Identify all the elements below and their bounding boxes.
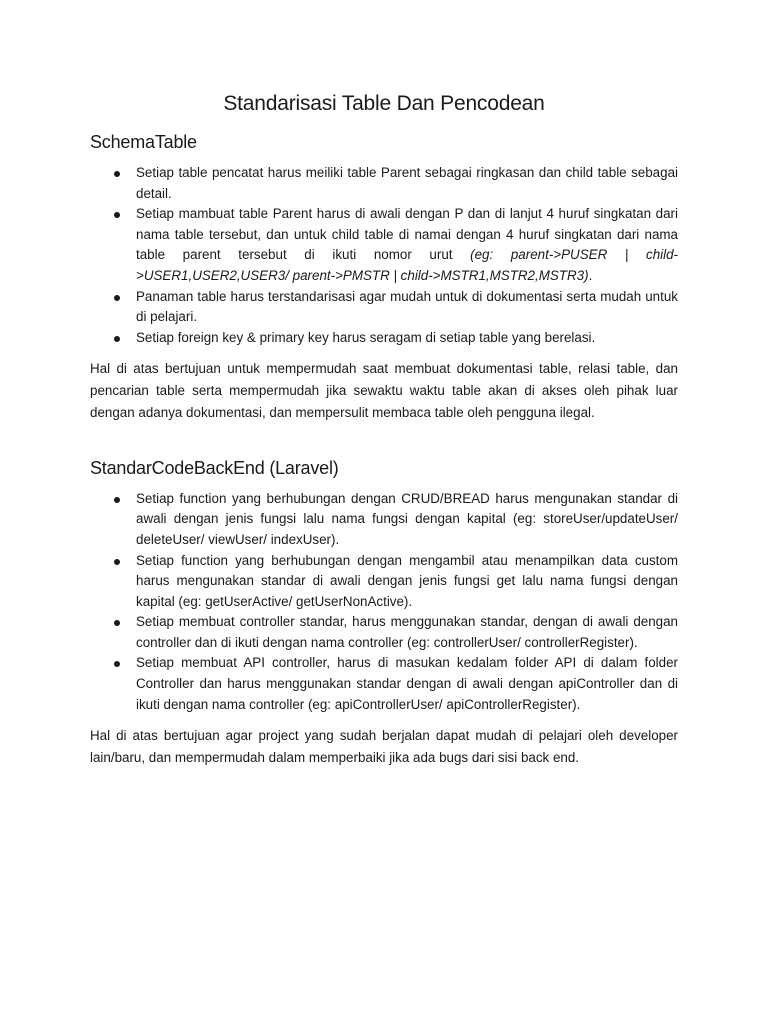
bullet-icon [114, 295, 120, 301]
list-item-text: Setiap function yang berhubungan dengan mengambil atau menampilkan data custom harus mengunakan standar di awali dengan jenis fungsi get lalu nama fungsi dengan kapital (eg: getUserActive/ getUserNonActive). [136, 552, 678, 609]
section-heading-schematable: SchemaTable [90, 132, 197, 152]
list-item [90, 163, 678, 204]
list-item-text: Setiap membuat controller standar, harus menggunakan standar, dengan di awali dengan controller dan di ikuti dengan nama controller (eg: controllerUser/ controllerRegister). [136, 614, 678, 650]
bullet-icon [114, 620, 120, 626]
list-item-text: Setiap mambuat table Parent harus di awali dengan P dan di lanjut 4 huruf singkatan dari nama table tersebut, dan untuk child table di namai dengan 4 huruf singkatan dari nama table parent tersebut di ikuti nomor urut [136, 206, 678, 263]
bullet-icon [114, 171, 120, 177]
page-title: Standarisasi Table Dan Pencodean [223, 92, 545, 115]
bullet-icon [114, 497, 120, 503]
list-item [90, 612, 678, 653]
list-item-text: Setiap foreign key & primary key harus seragam di setiap table yang berelasi. [136, 329, 596, 345]
list-item-text: Setiap function yang berhubungan dengan CRUD/BREAD harus mengunakan standar di awali dengan jenis fungsi lalu nama fungsi dengan kapital (eg: storeUser/updateUser/ deleteUser/ viewUser/ indexUser). [136, 490, 678, 547]
list-item-text: Panaman table harus terstandarisasi agar mudah untuk di dokumentasi serta mudah untuk di pelajari. [136, 288, 678, 325]
list-item [90, 287, 678, 328]
list-item-tail: . [588, 267, 593, 283]
bullet-icon [114, 336, 120, 342]
list-item-example: (eg: parent->PUSER | child->USER1,USER2,USER3/ parent->PMSTR | child->MSTR1,MSTR2,MSTR3) [136, 247, 678, 283]
bullet-icon [114, 212, 120, 218]
bullet-list-backend [90, 489, 678, 716]
section-summary-paragraph: Hal di atas bertujuan untuk mempermudah saat membuat dokumentasi table, relasi table, dan pencarian table serta mempermudah jika sewaktu waktu table akan di akses oleh pihak luar dengan adanya dokumentasi, dan mempersulit membaca table oleh pengguna ilegal. [90, 361, 678, 420]
bullet-list-schematable [90, 163, 678, 348]
section-heading-backend: StandarCodeBackEnd (Laravel) [90, 457, 339, 478]
list-item [90, 551, 678, 613]
list-item [90, 489, 678, 551]
section-summary-paragraph: Hal di atas bertujuan agar project yang sudah berjalan dapat mudah di pelajari oleh developer lain/baru, dan mempermudah dalam memperbaiki jika ada bugs dari sisi back end. [90, 728, 678, 766]
bullet-icon [114, 661, 120, 667]
list-item [90, 204, 678, 286]
list-item-text: Setiap table pencatat harus meiliki table Parent sebagai ringkasan dan child table sebagai detail. [136, 165, 678, 201]
list-item-text: Setiap membuat API controller, harus di masukan kedalam folder API di dalam folder Controller dan harus menggunakan standar dengan di awali dengan apiController dan di ikuti dengan nama controller (eg: apiControllerUser/ apiControllerRegister). [136, 655, 678, 712]
list-item [90, 328, 678, 349]
bullet-icon [114, 559, 120, 565]
list-item [90, 653, 678, 715]
